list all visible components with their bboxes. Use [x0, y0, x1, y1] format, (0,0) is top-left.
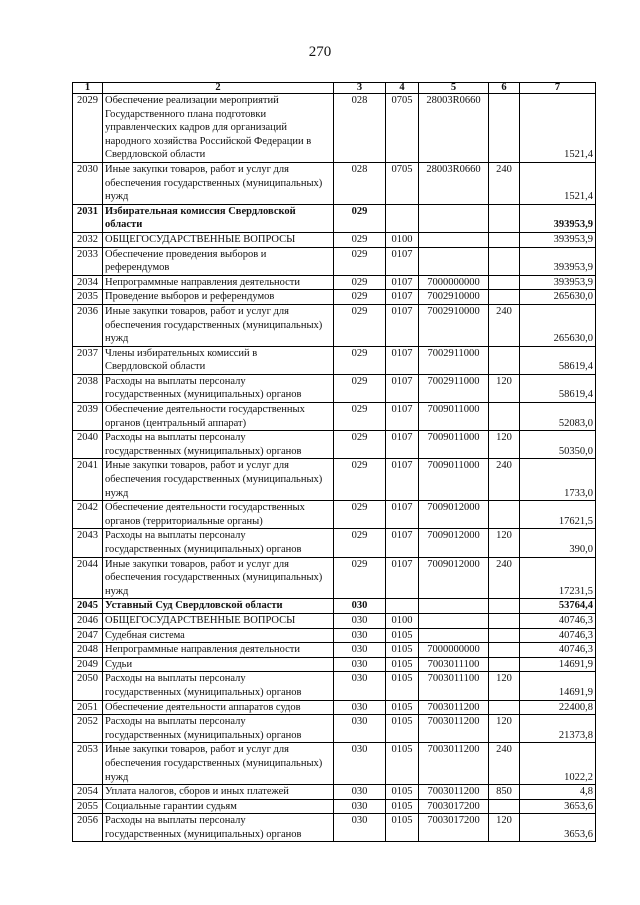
amount-cell: 390,0 [520, 529, 596, 557]
row-name-line: Судебная система [105, 629, 185, 641]
target-article-cell: 7009011000 [419, 459, 489, 501]
target-article-cell: 7002911000 [419, 374, 489, 402]
expense-type-cell: 120 [489, 431, 520, 459]
expense-type-cell [489, 290, 520, 305]
row-number-cell: 2054 [73, 785, 103, 800]
row-name-line: обеспечения государственных (муниципальных) [105, 757, 323, 769]
table-row [73, 529, 596, 557]
expense-type-cell [489, 700, 520, 715]
amount-cell: 40746,3 [520, 643, 596, 658]
expense-type-cell: 240 [489, 557, 520, 599]
ministry-code-cell: 030 [334, 643, 386, 658]
target-article-cell: 7003011200 [419, 700, 489, 715]
row-name-line: ОБЩЕГОСУДАРСТВЕННЫЕ ВОПРОСЫ [105, 614, 296, 626]
target-article-cell: 7002911000 [419, 346, 489, 374]
row-name-line: нужд [105, 771, 129, 783]
table-row [73, 785, 596, 800]
ministry-code-cell: 029 [334, 232, 386, 247]
target-article-cell: 7002910000 [419, 290, 489, 305]
section-code-cell: 0107 [386, 557, 419, 599]
section-code-cell [386, 599, 419, 614]
table-row [73, 247, 596, 275]
row-name-cell [103, 643, 334, 658]
expense-type-cell [489, 501, 520, 529]
row-name-line: Расходы на выплаты персоналу [105, 432, 246, 444]
expense-type-cell: 240 [489, 743, 520, 785]
row-name-line: Обеспечение деятельности аппаратов судов [105, 701, 301, 713]
target-article-cell: 7003017200 [419, 799, 489, 814]
ministry-code-cell: 028 [334, 94, 386, 163]
row-name-line: нужд [105, 585, 129, 597]
amount-cell: 3653,6 [520, 799, 596, 814]
row-number-cell: 2053 [73, 743, 103, 785]
section-code-cell: 0107 [386, 529, 419, 557]
row-number-cell: 2043 [73, 529, 103, 557]
expense-type-cell: 240 [489, 162, 520, 204]
row-name-line: Избирательная комиссия Свердловской [105, 205, 296, 217]
amount-cell: 393953,9 [520, 275, 596, 290]
table-row [73, 304, 596, 346]
header-cell: 7 [520, 83, 596, 94]
section-code-cell: 0705 [386, 162, 419, 204]
row-name-cell [103, 700, 334, 715]
row-name-line: государственных (муниципальных) органов [105, 445, 302, 457]
row-name-cell [103, 403, 334, 431]
expense-type-cell [489, 204, 520, 232]
expense-type-cell: 850 [489, 785, 520, 800]
ministry-code-cell: 030 [334, 814, 386, 842]
row-name-line: органов (центральный аппарат) [105, 417, 247, 429]
amount-cell: 265630,0 [520, 304, 596, 346]
row-name-line: государственных (муниципальных) органов [105, 828, 302, 840]
row-name-line: нужд [105, 333, 129, 345]
section-code-cell: 0100 [386, 613, 419, 628]
amount-cell: 22400,8 [520, 700, 596, 715]
row-name-line: Иные закупки товаров, работ и услуг для [105, 558, 289, 570]
row-name-cell [103, 613, 334, 628]
section-code-cell: 0105 [386, 743, 419, 785]
header-cell: 6 [489, 83, 520, 94]
row-name-line: Расходы на выплаты персоналу [105, 716, 246, 728]
row-number-cell: 2048 [73, 643, 103, 658]
row-number-cell: 2049 [73, 657, 103, 672]
row-number-cell: 2040 [73, 431, 103, 459]
target-article-cell: 7003011200 [419, 715, 489, 743]
row-name-line: Проведение выборов и референдумов [105, 291, 275, 303]
amount-cell: 53764,4 [520, 599, 596, 614]
row-name-cell [103, 785, 334, 800]
row-name-cell [103, 247, 334, 275]
row-name-line: Иные закупки товаров, работ и услуг для [105, 744, 289, 756]
amount-cell: 1022,2 [520, 743, 596, 785]
expense-type-cell [489, 599, 520, 614]
row-name-cell [103, 374, 334, 402]
amount-cell: 17621,5 [520, 501, 596, 529]
row-name-cell [103, 814, 334, 842]
target-article-cell: 28003R0660 [419, 94, 489, 163]
row-name-line: Обеспечение деятельности государственных [105, 502, 305, 514]
ministry-code-cell: 029 [334, 403, 386, 431]
row-number-cell: 2042 [73, 501, 103, 529]
target-article-cell: 7002910000 [419, 304, 489, 346]
row-number-cell: 2029 [73, 94, 103, 163]
target-article-cell: 7003011100 [419, 657, 489, 672]
table-row [73, 557, 596, 599]
table-row [73, 715, 596, 743]
row-name-cell [103, 672, 334, 700]
row-number-cell: 2034 [73, 275, 103, 290]
table-row [73, 346, 596, 374]
expense-type-cell: 240 [489, 304, 520, 346]
amount-cell: 58619,4 [520, 346, 596, 374]
table-row [73, 431, 596, 459]
amount-cell: 14691,9 [520, 672, 596, 700]
table-row [73, 672, 596, 700]
amount-cell: 1521,4 [520, 162, 596, 204]
section-code-cell: 0105 [386, 785, 419, 800]
target-article-cell: 7009012000 [419, 557, 489, 599]
section-code-cell: 0107 [386, 247, 419, 275]
ministry-code-cell: 030 [334, 599, 386, 614]
section-code-cell: 0107 [386, 304, 419, 346]
section-code-cell: 0105 [386, 657, 419, 672]
amount-cell: 50350,0 [520, 431, 596, 459]
section-code-cell: 0107 [386, 346, 419, 374]
table-row [73, 643, 596, 658]
row-name-line: Государственного плана подготовки [105, 108, 267, 120]
table-row [73, 403, 596, 431]
expense-type-cell [489, 346, 520, 374]
expense-type-cell: 120 [489, 672, 520, 700]
ministry-code-cell: 029 [334, 247, 386, 275]
amount-cell: 58619,4 [520, 374, 596, 402]
row-name-cell [103, 204, 334, 232]
row-name-line: Расходы на выплаты персоналу [105, 673, 246, 685]
row-number-cell: 2039 [73, 403, 103, 431]
section-code-cell: 0105 [386, 628, 419, 643]
target-article-cell: 7003011200 [419, 785, 489, 800]
section-code-cell: 0107 [386, 403, 419, 431]
expense-type-cell [489, 275, 520, 290]
table-row [73, 94, 596, 163]
row-name-line: обеспечения государственных (муниципальных) [105, 474, 323, 486]
ministry-code-cell: 029 [334, 275, 386, 290]
row-name-line: нужд [105, 487, 129, 499]
expense-type-cell [489, 247, 520, 275]
target-article-cell [419, 204, 489, 232]
section-code-cell: 0107 [386, 275, 419, 290]
row-name-line: Судьи [105, 658, 133, 670]
section-code-cell: 0107 [386, 431, 419, 459]
amount-cell: 40746,3 [520, 613, 596, 628]
amount-cell: 393953,9 [520, 247, 596, 275]
row-number-cell: 2055 [73, 799, 103, 814]
row-name-line: ОБЩЕГОСУДАРСТВЕННЫЕ ВОПРОСЫ [105, 233, 296, 245]
row-name-line: нужд [105, 191, 129, 203]
header-cell: 3 [334, 83, 386, 94]
ministry-code-cell: 029 [334, 501, 386, 529]
row-number-cell: 2051 [73, 700, 103, 715]
ministry-code-cell: 029 [334, 374, 386, 402]
row-name-line: Непрограммные направления деятельности [105, 276, 301, 288]
target-article-cell: 7009012000 [419, 501, 489, 529]
target-article-cell: 7003017200 [419, 814, 489, 842]
table-row [73, 700, 596, 715]
section-code-cell: 0107 [386, 459, 419, 501]
row-name-line: Обеспечение проведения выборов и [105, 248, 267, 260]
amount-cell: 52083,0 [520, 403, 596, 431]
row-name-line: обеспечения государственных (муниципальных) [105, 177, 323, 189]
section-code-cell [386, 204, 419, 232]
header-cell: 4 [386, 83, 419, 94]
target-article-cell [419, 232, 489, 247]
ministry-code-cell: 030 [334, 613, 386, 628]
row-number-cell: 2035 [73, 290, 103, 305]
row-number-cell: 2036 [73, 304, 103, 346]
row-name-line: Обеспечение деятельности государственных [105, 404, 305, 416]
row-name-line: Расходы на выплаты персоналу [105, 375, 246, 387]
expense-type-cell: 240 [489, 459, 520, 501]
amount-cell: 17231,5 [520, 557, 596, 599]
section-code-cell: 0100 [386, 232, 419, 247]
ministry-code-cell: 029 [334, 204, 386, 232]
row-name-cell [103, 346, 334, 374]
row-name-line: Обеспечение реализации мероприятий [105, 95, 279, 106]
expense-type-cell: 120 [489, 529, 520, 557]
section-code-cell: 0107 [386, 290, 419, 305]
row-number-cell: 2030 [73, 162, 103, 204]
row-name-line: управленческих кадров для организаций [105, 122, 288, 134]
table-row [73, 613, 596, 628]
expense-type-cell [489, 403, 520, 431]
ministry-code-cell: 029 [334, 557, 386, 599]
table-row [73, 814, 596, 842]
row-number-cell: 2052 [73, 715, 103, 743]
row-name-line: обеспечения государственных (муниципальных) [105, 572, 323, 584]
row-name-line: референдумов [105, 262, 170, 274]
section-code-cell: 0105 [386, 799, 419, 814]
target-article-cell [419, 247, 489, 275]
table-row [73, 290, 596, 305]
row-name-line: Непрограммные направления деятельности [105, 644, 301, 656]
section-code-cell: 0105 [386, 643, 419, 658]
row-name-cell [103, 557, 334, 599]
row-name-line: Расходы на выплаты персоналу [105, 815, 246, 827]
section-code-cell: 0105 [386, 672, 419, 700]
row-number-cell: 2047 [73, 628, 103, 643]
row-name-cell [103, 162, 334, 204]
ministry-code-cell: 030 [334, 785, 386, 800]
ministry-code-cell: 029 [334, 431, 386, 459]
expense-type-cell [489, 657, 520, 672]
row-number-cell: 2046 [73, 613, 103, 628]
amount-cell: 1521,4 [520, 94, 596, 163]
row-name-line: Уплата налогов, сборов и иных платежей [105, 786, 289, 798]
row-name-line: государственных (муниципальных) органов [105, 544, 302, 555]
ministry-code-cell: 030 [334, 628, 386, 643]
row-number-cell: 2037 [73, 346, 103, 374]
ministry-code-cell: 030 [334, 715, 386, 743]
header-cell: 1 [73, 83, 103, 94]
row-name-cell [103, 743, 334, 785]
table-row [73, 628, 596, 643]
row-name-cell [103, 275, 334, 290]
row-name-line: государственных (муниципальных) органов [105, 686, 302, 698]
table-header-row [73, 83, 596, 94]
ministry-code-cell: 029 [334, 290, 386, 305]
amount-cell: 393953,9 [520, 204, 596, 232]
section-code-cell: 0705 [386, 94, 419, 163]
table-row [73, 657, 596, 672]
row-number-cell: 2032 [73, 232, 103, 247]
row-name-cell [103, 501, 334, 529]
amount-cell: 1733,0 [520, 459, 596, 501]
target-article-cell [419, 599, 489, 614]
row-name-cell [103, 290, 334, 305]
target-article-cell: 7003011100 [419, 672, 489, 700]
row-name-cell [103, 599, 334, 614]
row-name-line: органов (территориальные органы) [105, 515, 263, 527]
section-code-cell: 0105 [386, 715, 419, 743]
row-name-cell [103, 232, 334, 247]
table-row [73, 743, 596, 785]
expense-type-cell [489, 799, 520, 814]
section-code-cell: 0107 [386, 374, 419, 402]
ministry-code-cell: 030 [334, 657, 386, 672]
row-name-cell [103, 628, 334, 643]
row-number-cell: 2050 [73, 672, 103, 700]
row-number-cell: 2045 [73, 599, 103, 614]
header-cell: 5 [419, 83, 489, 94]
amount-cell: 265630,0 [520, 290, 596, 305]
ministry-code-cell: 029 [334, 459, 386, 501]
row-name-cell [103, 529, 334, 557]
table-row [73, 232, 596, 247]
row-name-cell [103, 459, 334, 501]
amount-cell: 14691,9 [520, 657, 596, 672]
table-row [73, 599, 596, 614]
header-cell: 2 [103, 83, 334, 94]
row-name-line: Свердловской области [105, 149, 206, 161]
amount-cell: 393953,9 [520, 232, 596, 247]
table-row [73, 799, 596, 814]
target-article-cell [419, 628, 489, 643]
target-article-cell: 7009012000 [419, 529, 489, 557]
table-row [73, 204, 596, 232]
row-name-line: Члены избирательных комиссий в [105, 347, 258, 359]
ministry-code-cell: 030 [334, 799, 386, 814]
expense-type-cell [489, 94, 520, 163]
amount-cell: 40746,3 [520, 628, 596, 643]
row-number-cell: 2044 [73, 557, 103, 599]
expense-type-cell: 120 [489, 374, 520, 402]
target-article-cell [419, 613, 489, 628]
row-name-line: Иные закупки товаров, работ и услуг для [105, 305, 289, 317]
ministry-code-cell: 029 [334, 529, 386, 557]
ministry-code-cell: 030 [334, 672, 386, 700]
row-number-cell: 2041 [73, 459, 103, 501]
row-number-cell: 2038 [73, 374, 103, 402]
amount-cell: 4,8 [520, 785, 596, 800]
row-name-line: Иные закупки товаров, работ и услуг для [105, 163, 289, 175]
expense-type-cell [489, 613, 520, 628]
amount-cell: 3653,6 [520, 814, 596, 842]
row-name-line: Уставный Суд Свердловской области [105, 600, 283, 612]
row-name-line: Расходы на выплаты персоналу [105, 530, 246, 542]
row-number-cell: 2033 [73, 247, 103, 275]
target-article-cell: 7009011000 [419, 403, 489, 431]
ministry-code-cell: 029 [334, 304, 386, 346]
row-name-line: государственных (муниципальных) органов [105, 389, 302, 401]
ministry-code-cell: 028 [334, 162, 386, 204]
row-name-line: Социальные гарантии судьям [105, 800, 237, 812]
row-name-cell [103, 431, 334, 459]
row-number-cell: 2056 [73, 814, 103, 842]
table-row [73, 459, 596, 501]
target-article-cell: 7003011200 [419, 743, 489, 785]
row-name-line: народного хозяйства Российской Федерации в [105, 135, 312, 147]
row-name-cell [103, 799, 334, 814]
page-number: 270 [308, 44, 332, 60]
row-name-line: Свердловской области [105, 361, 206, 373]
section-code-cell: 0107 [386, 501, 419, 529]
section-code-cell: 0105 [386, 814, 419, 842]
row-name-line: области [105, 219, 143, 231]
expense-type-cell [489, 628, 520, 643]
expense-type-cell [489, 643, 520, 658]
row-name-line: Иные закупки товаров, работ и услуг для [105, 460, 289, 472]
table-row [73, 275, 596, 290]
row-name-line: государственных (муниципальных) органов [105, 729, 302, 741]
target-article-cell: 7009011000 [419, 431, 489, 459]
row-name-cell [103, 715, 334, 743]
target-article-cell: 7000000000 [419, 643, 489, 658]
table-row [73, 501, 596, 529]
row-name-cell [103, 657, 334, 672]
table-body [73, 83, 596, 842]
table-row [73, 374, 596, 402]
expense-type-cell [489, 232, 520, 247]
row-name-line: обеспечения государственных (муниципальных) [105, 319, 323, 331]
expense-type-cell: 120 [489, 715, 520, 743]
ministry-code-cell: 030 [334, 700, 386, 715]
row-name-cell [103, 94, 334, 163]
amount-cell: 21373,8 [520, 715, 596, 743]
target-article-cell: 7000000000 [419, 275, 489, 290]
budget-table [72, 82, 596, 842]
ministry-code-cell: 030 [334, 743, 386, 785]
row-name-cell [103, 304, 334, 346]
target-article-cell: 28003R0660 [419, 162, 489, 204]
ministry-code-cell: 029 [334, 346, 386, 374]
row-number-cell: 2031 [73, 204, 103, 232]
table-row [73, 162, 596, 204]
section-code-cell: 0105 [386, 700, 419, 715]
expense-type-cell: 120 [489, 814, 520, 842]
